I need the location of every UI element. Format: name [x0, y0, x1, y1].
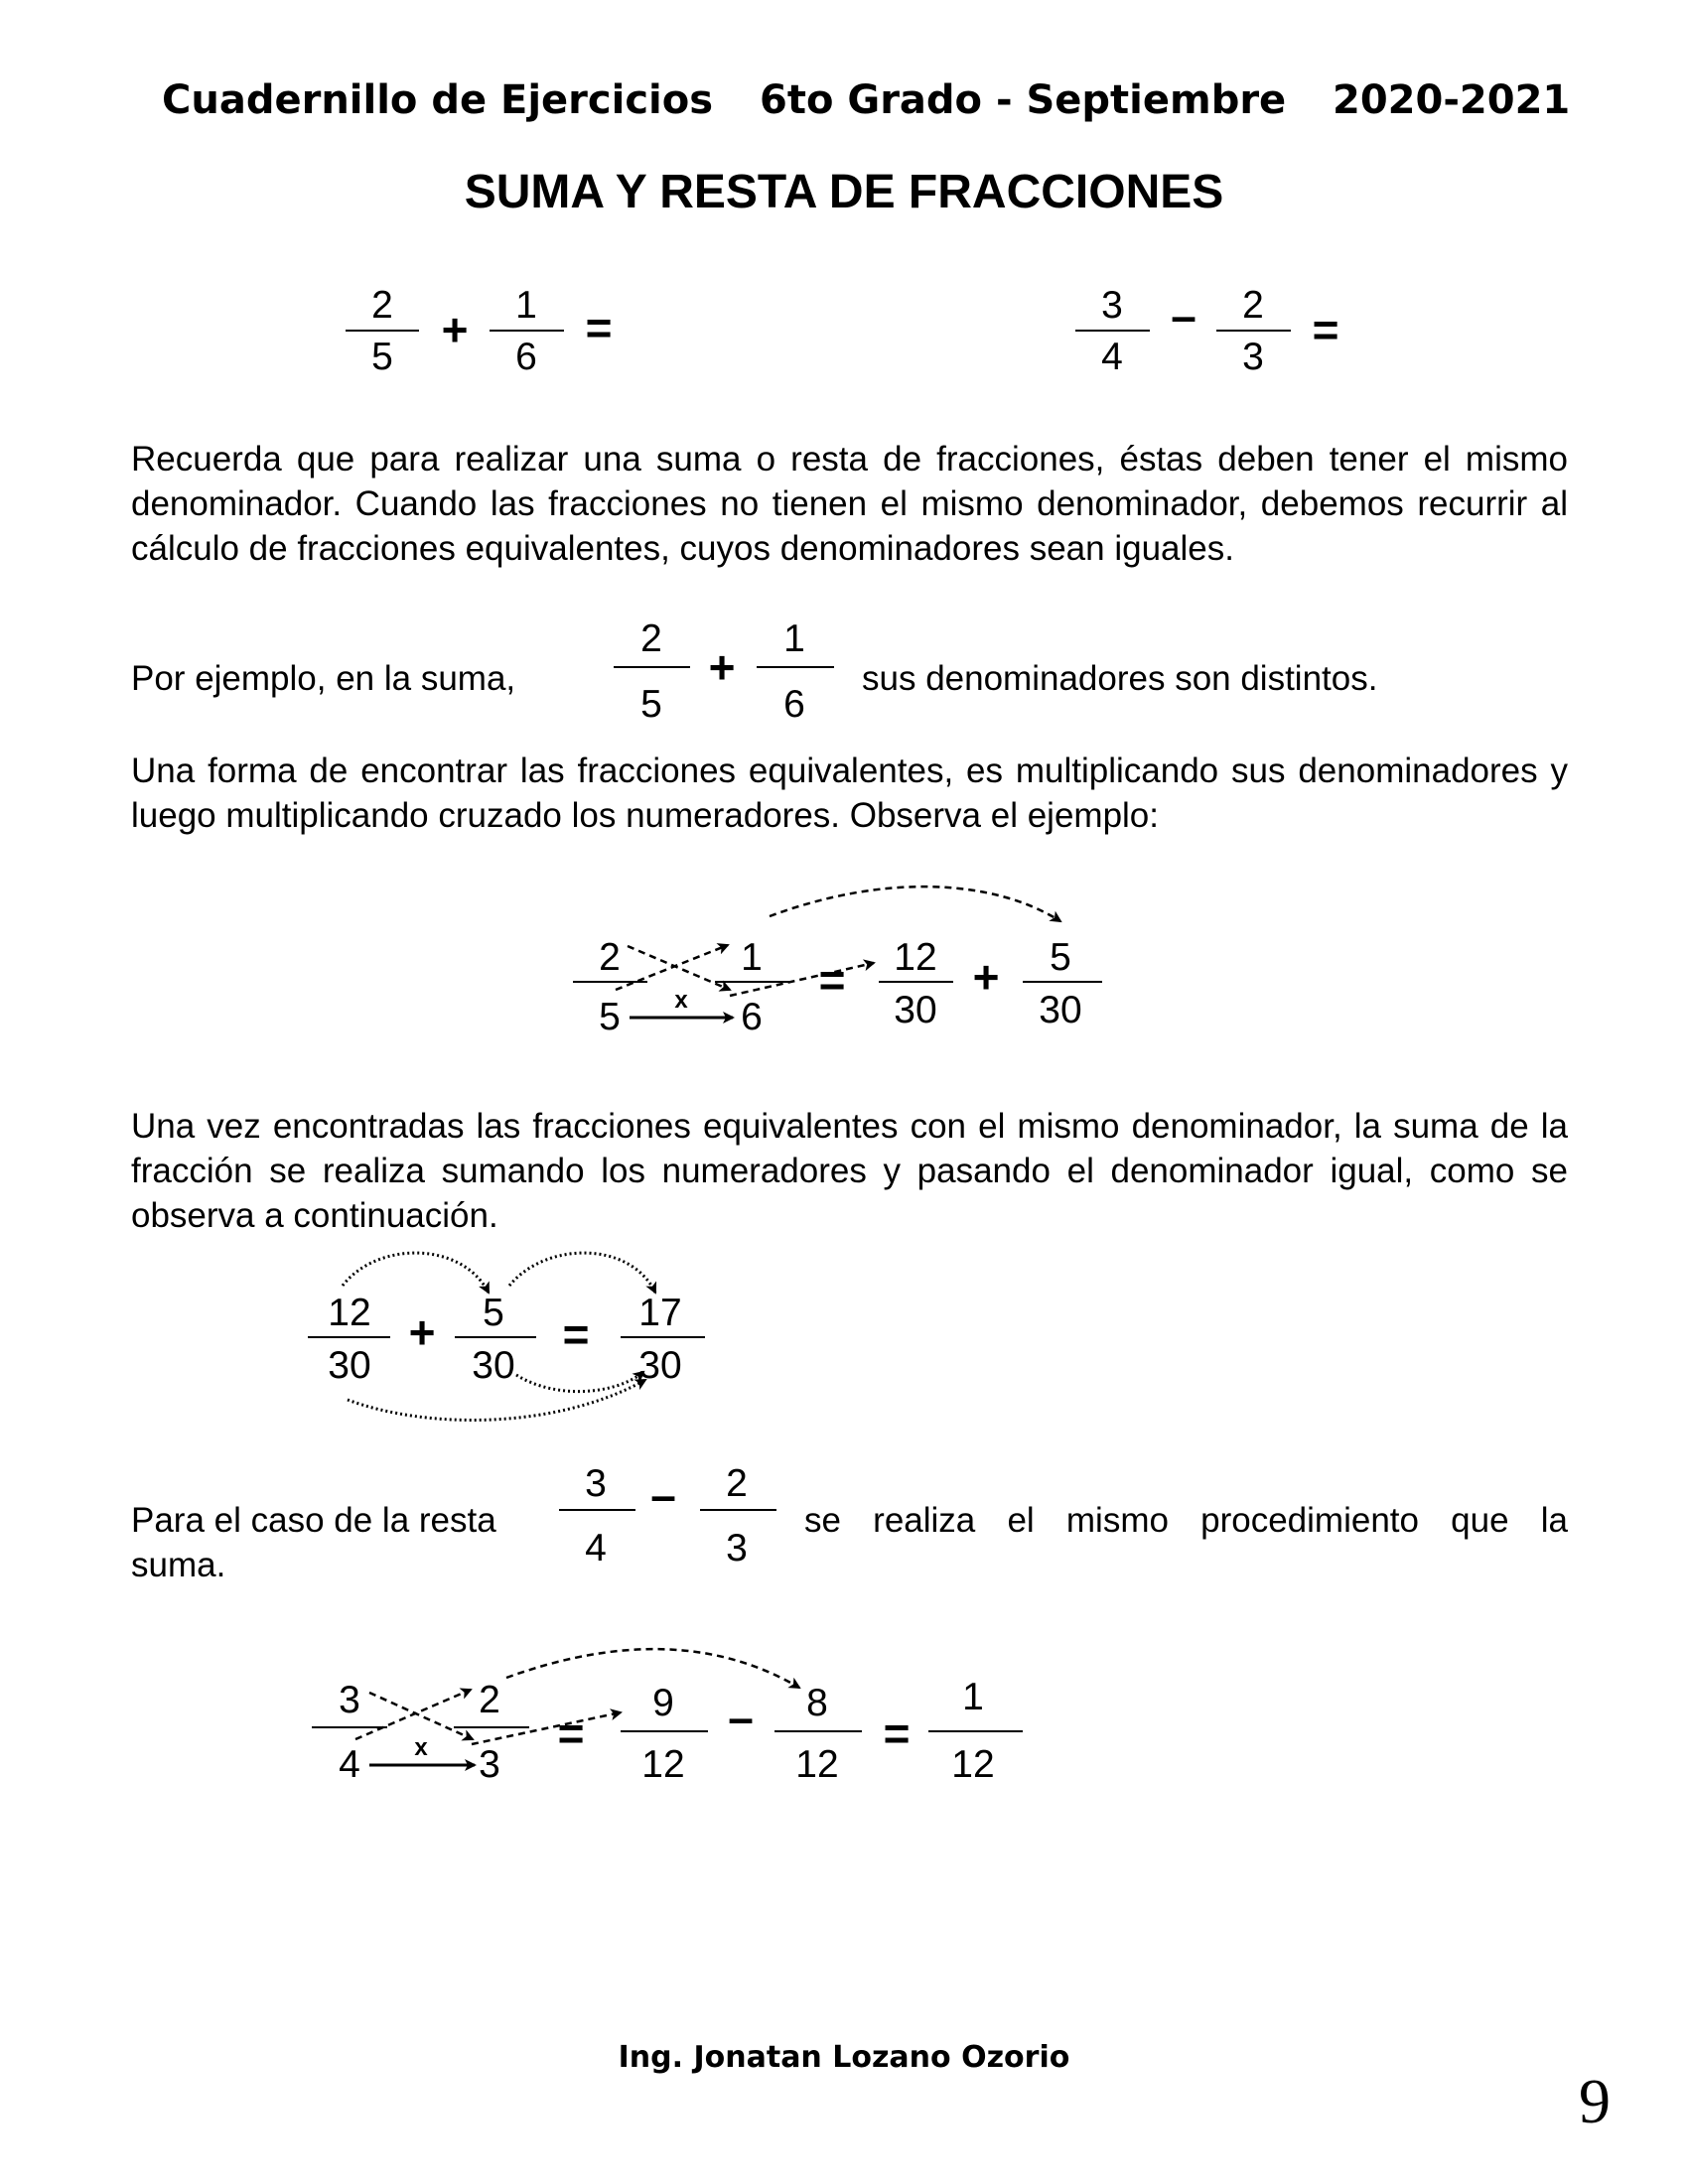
add-result-denominator: 30	[638, 1344, 682, 1387]
inline-sum-denominator-1: 5	[640, 683, 662, 726]
header-school-year: 2020-2021	[1333, 77, 1571, 123]
inline-sum-numerator-1: 2	[640, 617, 662, 660]
exercise-sum-numerator-1: 2	[371, 284, 393, 327]
paragraph-intro: Recuerda que para realizar una suma o resta de fracciones, éstas deben tener el mismo denominador. Cuando las fracciones no tienen el mismo denominador, debemos recurrir al cálculo de fracciones equivalentes, cuyos denominadores sean iguales.	[131, 440, 1568, 568]
cross-multiplication-difference-diagram	[312, 1649, 1023, 1786]
cross-arrow-up	[616, 945, 728, 990]
exercise-sum	[346, 284, 612, 378]
cross-diff-equals-final: =	[883, 1707, 911, 1759]
cross-diff-denominator-1: 4	[339, 1743, 360, 1786]
cross-arrow-down	[369, 1693, 473, 1739]
cross-diff-result-numerator-2: 8	[806, 1682, 828, 1724]
page-title: SUMA Y RESTA DE FRACCIONES	[464, 166, 1224, 218]
cross-diff-result-denominator-1: 12	[641, 1743, 685, 1786]
inline-diff-numerator-1: 3	[585, 1462, 607, 1505]
arc-arrow-to-second-numerator	[770, 887, 1060, 921]
cross-sum-numerator-1: 2	[599, 936, 621, 979]
cross-diff-answer-denominator: 12	[951, 1743, 995, 1786]
cross-diff-operator: –	[728, 1692, 754, 1743]
paragraph-subtraction-prefix: Para el caso de la resta	[131, 1501, 496, 1540]
paragraph-subtraction-suffix: se realiza el mismo procedimiento que la	[804, 1501, 1568, 1540]
inline-sum-numerator-2: 1	[783, 617, 805, 660]
cross-sum-equals: =	[818, 954, 846, 1006]
exercise-sum-equals: =	[585, 302, 613, 353]
add-result-numerator: 17	[638, 1292, 682, 1334]
cross-sum-operator: +	[972, 951, 1000, 1003]
exercise-diff-denominator-2: 3	[1242, 336, 1264, 378]
add-denominator-2: 30	[472, 1344, 515, 1387]
cross-diff-numerator-1: 3	[339, 1679, 360, 1721]
cross-sum-result-numerator-2: 5	[1050, 936, 1071, 979]
inline-subtraction-fraction	[559, 1462, 776, 1570]
cross-multiplication-sum-diagram	[573, 887, 1102, 1038]
page-number: 9	[1579, 2066, 1611, 2136]
paragraph-subtraction-end: suma.	[131, 1546, 226, 1584]
paragraph-example-prefix: Por ejemplo, en la suma,	[131, 659, 516, 698]
exercise-diff-operator: –	[1171, 290, 1196, 341]
inline-sum-operator: +	[708, 641, 736, 693]
cross-arrow-up	[355, 1690, 471, 1739]
inline-diff-operator: –	[650, 1469, 676, 1521]
add-numerator-2: 5	[483, 1292, 504, 1334]
multiply-sign: x	[674, 987, 688, 1014]
exercise-sum-operator: +	[441, 304, 469, 355]
add-equals: =	[562, 1308, 590, 1360]
cross-sum-result-denominator-1: 30	[894, 989, 937, 1031]
header-notebook-title: Cuadernillo de Ejercicios	[162, 77, 714, 123]
paragraph-method: Una forma de encontrar las fracciones equivalentes, es multiplicando sus denominadores y luego multiplicando cruzado los numeradores. Observa el ejemplo:	[131, 751, 1568, 835]
inline-diff-denominator-2: 3	[726, 1527, 748, 1570]
inline-diff-numerator-2: 2	[726, 1462, 748, 1505]
paragraph-example-suffix: sus denominadores son distintos.	[862, 659, 1378, 698]
cross-sum-denominator-1: 5	[599, 996, 621, 1038]
exercise-difference	[1075, 284, 1338, 378]
add-numerator-1: 12	[328, 1292, 371, 1334]
cross-diff-result-numerator-1: 9	[652, 1682, 674, 1724]
cross-sum-result-denominator-2: 30	[1039, 989, 1082, 1031]
cross-diff-numerator-2: 2	[479, 1679, 500, 1721]
exercise-sum-numerator-2: 1	[515, 284, 537, 327]
exercise-diff-numerator-2: 2	[1242, 284, 1264, 327]
exercise-diff-equals: =	[1312, 304, 1339, 355]
cross-arrow-down	[628, 946, 730, 990]
header-grade-month: 6to Grado - Septiembre	[760, 77, 1287, 123]
arc-denominator-2-to-result	[516, 1372, 643, 1392]
add-denominator-1: 30	[328, 1344, 371, 1387]
exercise-sum-denominator-1: 5	[371, 336, 393, 378]
arc-numerator-2-to-result	[509, 1253, 655, 1293]
paragraph-equivalent-sum: Una vez encontradas las fracciones equivalentes con el mismo denominador, la suma de la fracción se realiza sumando los numeradores y pasando el denominador igual, como se observa a continuación.	[131, 1107, 1568, 1235]
author-footer: Ing. Jonatan Lozano Ozorio	[618, 2040, 1070, 2075]
cross-sum-result-numerator-1: 12	[894, 936, 937, 979]
multiply-sign: x	[414, 1734, 428, 1761]
cross-sum-denominator-2: 6	[741, 996, 763, 1038]
inline-diff-denominator-1: 4	[585, 1527, 607, 1570]
exercise-diff-numerator-1: 3	[1101, 284, 1123, 327]
cross-diff-answer-numerator: 1	[962, 1676, 984, 1718]
arc-numerator-1-to-2	[343, 1253, 489, 1293]
add-numerators-diagram	[308, 1253, 705, 1420]
exercise-diff-denominator-1: 4	[1101, 336, 1123, 378]
cross-diff-result-denominator-2: 12	[795, 1743, 839, 1786]
cross-diff-equals: =	[557, 1707, 585, 1759]
add-operator: +	[408, 1306, 436, 1358]
cross-sum-numerator-2: 1	[741, 936, 763, 979]
cross-diff-denominator-2: 3	[479, 1743, 500, 1786]
exercise-sum-denominator-2: 6	[515, 336, 537, 378]
inline-sum-denominator-2: 6	[783, 683, 805, 726]
inline-sum-fraction	[614, 617, 834, 726]
